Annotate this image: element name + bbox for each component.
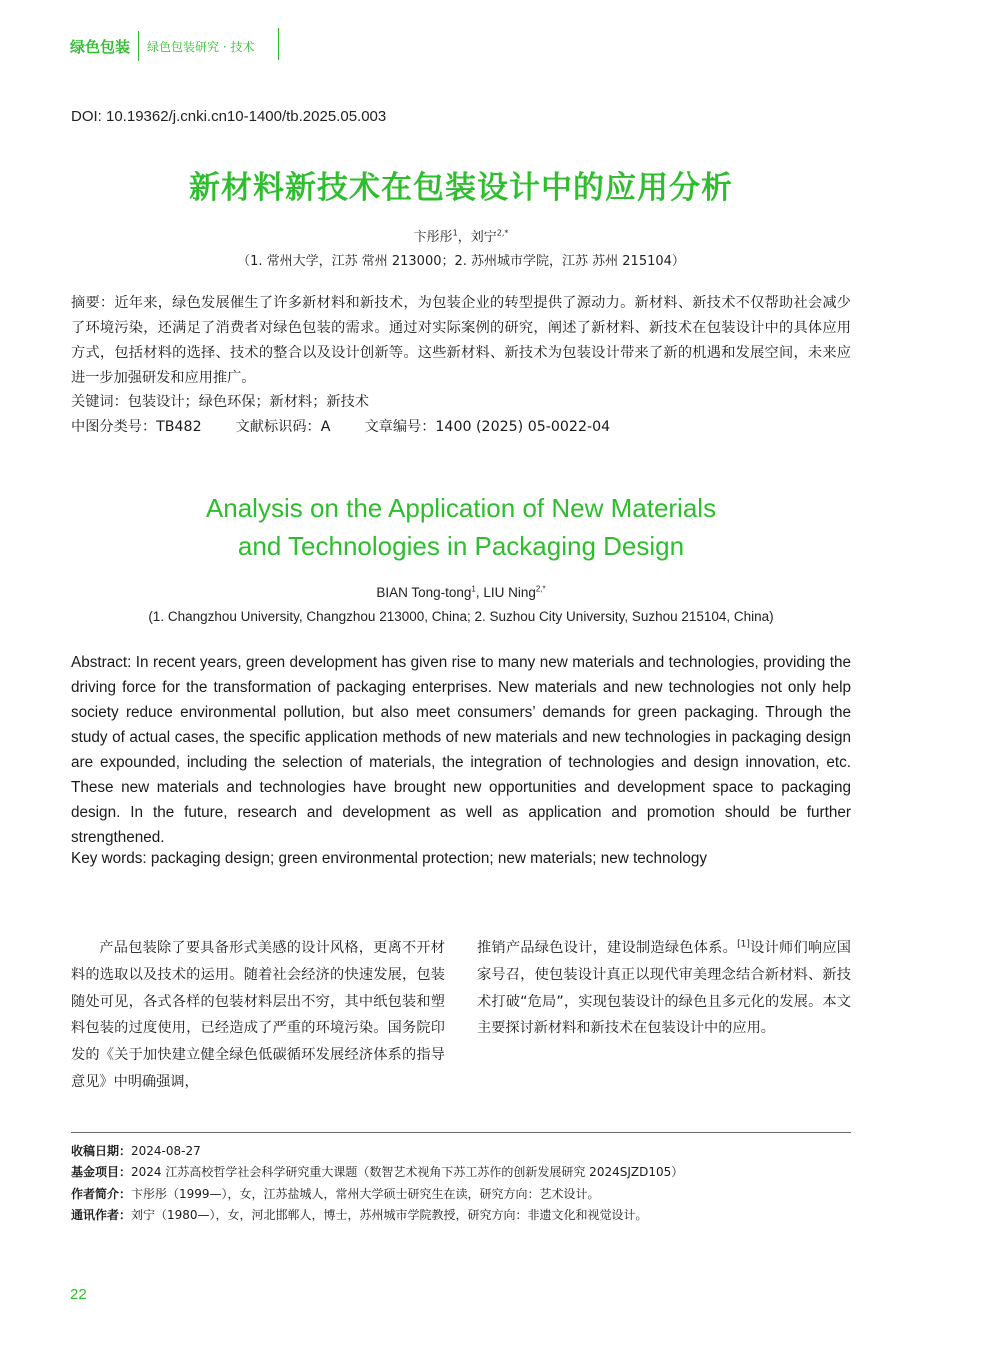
author-name: LIU Ning xyxy=(483,585,536,600)
chinese-abstract: 摘要：近年来，绿色发展催生了许多新材料和新技术，为包装企业的转型提供了源动力。新材料、新技术不仅帮助社会减少了环境污染，还满足了消费者对绿色包装的需求。通过对实际案例的研究，阐述了新材料、新技术在包装设计中的具体应用方式，包括材料的选择、技术的整合以及设计创新等。这些新材料、新技术为包装设计带来了新的机遇和发展空间，未来应进一步加强研发和应用推广。 xyxy=(71,295,851,386)
body-text: 设计师们响应国家号召，使包装设计真正以现代审美理念结合新材料、新技术打破“危局”，实现包装设计的绿色且多元化的发展。本文主要探讨新材料和新技术在包装设计中的应用。 xyxy=(477,940,851,1037)
header-end-rule xyxy=(278,28,279,60)
author-affil-mark: 1 xyxy=(452,228,458,238)
running-header xyxy=(70,30,254,62)
footnote-text: 刘宁（1980—），女，河北邯郸人，博士，苏州城市学院教授，研究方向：非遗文化和视觉设计。 xyxy=(131,1208,648,1222)
classification-line xyxy=(71,416,610,436)
footnote-rule xyxy=(71,1132,851,1133)
header-divider xyxy=(138,31,139,61)
chinese-authors xyxy=(0,226,922,245)
english-affiliation: (1. Changzhou University, Changzhou 213000, China; 2. Suzhou City University, Suzhou 215104, China) xyxy=(148,609,774,624)
citation-mark[interactable]: [1] xyxy=(737,939,750,950)
chinese-keywords: 关键词：包装设计；绿色环保；新材料；新技术 xyxy=(71,394,369,410)
author-affil-mark: 2,* xyxy=(535,584,546,594)
footnote-author xyxy=(71,1185,600,1202)
footnote-label: 作者简介： xyxy=(71,1187,132,1201)
author-name: 卞彤彤 xyxy=(413,230,453,245)
chinese-affiliation: （1. 常州大学，江苏 常州 213000；2. 苏州城市学院，江苏 苏州 215104） xyxy=(237,254,685,269)
footnote-corresponding xyxy=(71,1206,648,1223)
footnote-text: 2024 江苏高校哲学社会科学研究重大课题（数智艺术视角下苏工苏作的创新发展研究 2024SJZD105） xyxy=(131,1165,684,1179)
english-authors xyxy=(0,585,922,600)
footnote-text: 2024-08-27 xyxy=(131,1144,201,1158)
footnote-label: 收稿日期： xyxy=(71,1144,132,1158)
clc-number: 中图分类号：TB482 xyxy=(71,419,202,435)
article-number: 文章编号：1400 (2025) 05-0022-04 xyxy=(364,419,611,435)
author-name: BIAN Tong-tong xyxy=(376,585,472,600)
section-label: 绿色包装研究 · 技术 xyxy=(147,39,255,54)
page-number: 22 xyxy=(70,1286,87,1303)
english-title-line: Analysis on the Application of New Materials xyxy=(205,493,717,523)
english-abstract: Abstract: In recent years, green development has given rise to many new materials and technologies, providing the driving force for the transformation of packaging enterprises. New materials and new technologies not only help society reduce environmental pollution, but also meet consumers’ demands for green packaging. Through the study of actual cases, the specific application methods of new materials and new technologies in packaging design are expounded, including the selection of materials, the integration of technologies and design innovation, etc. These new materials and technologies have brought new opportunities and development space to packaging design. In the future, research and development as well as application and promotion should be further strengthened. xyxy=(71,654,851,846)
english-keywords: Key words: packaging design; green environmental protection; new materials; new technology xyxy=(71,850,708,867)
journal-logo: 绿色包装 xyxy=(70,37,131,56)
footnote-text: 卞彤彤（1999—），女，江苏盐城人，常州大学硕士研究生在读，研究方向：艺术设计。 xyxy=(131,1187,600,1201)
author-affil-mark: 2,* xyxy=(496,228,509,238)
document-code: 文献标识码：A xyxy=(235,419,331,435)
chinese-title: 新材料新技术在包装设计中的应用分析 xyxy=(189,170,733,206)
english-title xyxy=(0,489,922,565)
body-column-right xyxy=(477,935,851,1042)
english-title-line: and Technologies in Packaging Design xyxy=(237,531,685,561)
author-name: 刘宁 xyxy=(470,230,497,245)
footnote-fund xyxy=(71,1163,683,1180)
footnote-received xyxy=(71,1142,201,1159)
author-separator: , xyxy=(475,585,484,600)
body-text: 推销产品绿色设计，建设制造绿色体系。 xyxy=(477,940,738,956)
doi-line: DOI: 10.19362/j.cnki.cn10-1400/tb.2025.05.003 xyxy=(71,108,387,125)
body-column-left: 产品包装除了要具备形式美感的设计风格，更离不开材料的选取以及技术的运用。随着社会经济的快速发展，包装随处可见，各式各样的包装材料层出不穷，其中纸包装和塑料包装的过度使用，已经造成了严重的环境污染。国务院印发的《关于加快建立健全绿色低碳循环发展经济体系的指导意见》中明确强调， xyxy=(71,940,445,1090)
footnote-label: 通讯作者： xyxy=(71,1208,132,1222)
author-separator: ， xyxy=(457,230,471,245)
author-affil-mark: 1 xyxy=(471,584,476,594)
footnote-label: 基金项目： xyxy=(71,1165,132,1179)
